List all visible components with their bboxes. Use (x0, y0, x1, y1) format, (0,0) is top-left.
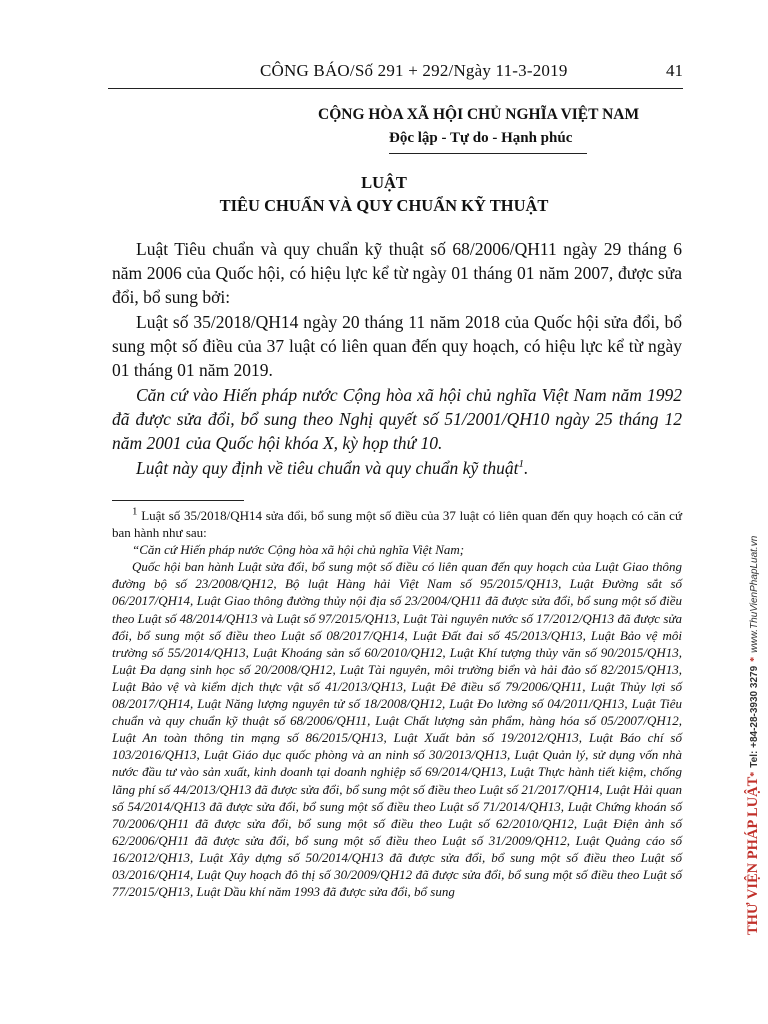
law-label: LUẬT (361, 173, 407, 192)
watermark-brand: THƯ VIỆN PHÁP LUẬT (745, 776, 761, 935)
footnote (112, 507, 682, 900)
intro-paragraph (112, 237, 682, 309)
footnote-divider (112, 500, 244, 501)
scope-paragraph-end: . (523, 458, 529, 478)
footnote-line-1 (112, 507, 682, 541)
footnote-line-3: Quốc hội ban hành Luật sửa đổi, bổ sung một số điều có liên quan đến quy hoạch của Luật Giao thông đường bộ số 23/2008/QH12, Bộ luật Hàng hải Việt Nam số 95/2015/QH13, Luật Đường sắt số 06/2017/QH14, Luật Giao thông đường thủy nội địa số 23/2004/QH11 đã được sửa đổi, bổ sung một số điều theo Luật số 48/2014/QH13 và Luật số 97/2015/QH13, Luật Tài nguyên nước số 17/2012/QH13 đã được sửa đổi, bổ sung một số điều theo Luật số 08/2017/QH14, Luật Đất đai số 45/2013/QH13, Luật Bảo vệ môi trường số 55/2014/QH13, Luật Khoáng sản số 60/2010/QH12, Luật Khí tượng thủy văn số 90/2015/QH13, Luật Đa dạng sinh học số 20/2008/QH12, Luật Tài nguyên, môi trường biển và hải đảo số 82/2015/QH13, Luật Bảo vệ và kiểm dịch thực vật số 41/2013/QH13, Luật Đê điều số 79/2006/QH11, Luật Thủy lợi số 08/2017/QH14, Luật Năng lượng nguyên tử số 18/2008/QH12, Luật Đo lường số 04/2011/QH13, Luật Tiêu chuẩn và quy chuẩn kỹ thuật số 68/2006/QH11, Luật Chất lượng sản phẩm, hàng hóa số 05/2007/QH12, Luật An toàn thông tin mạng số 86/2015/QH13, Luật Xuất bản số 19/2012/QH13, Luật Báo chí số 103/2016/QH13, Luật Giáo dục quốc phòng và an ninh số 30/2013/QH13, Luật Quản lý, sử dụng vốn nhà nước đầu tư vào sản xuất, kinh doanh tại doanh nghiệp số 69/2014/QH13, Luật Thực hành tiết kiệm, chống lãng phí số 44/2013/QH13 đã được sửa đổi, bổ sung một số điều theo Luật số 21/2017/QH14, Luật Hải quan số 54/2014/QH13 đã được sửa đổi, bổ sung một số điều theo Luật số 71/2014/QH13, Luật Chứng khoán số 70/2006/QH11 đã được sửa đổi, bổ sung một số điều theo Luật số 62/2010/QH12, Luật Điện ảnh số 62/2006/QH11 đã được sửa đổi, bổ sung một số điều theo Luật số 31/2009/QH12, Luật Quảng cáo số 16/2012/QH13, Luật Xây dựng số 50/2014/QH13 đã được sửa đổi, bổ sung một số điều theo Luật số 03/2016/QH14, Luật Quy hoạch đô thị số 30/2009/QH12 đã được sửa đổi, bổ sung một số điều theo Luật số 77/2015/QH13, Luật Dầu khí năm 1993 đã được sửa đổi, bổ sung (112, 559, 682, 900)
page-number: 41 (666, 61, 683, 80)
motto-underline (389, 153, 587, 154)
footnote-line-1-text: Luật số 35/2018/QH14 sửa đổi, bổ sung một số điều của 37 luật có liên quan đến quy hoạch có căn cứ ban hành như sau: (112, 508, 682, 541)
nation-name: CỘNG HÒA XÃ HỘI CHỦ NGHĨA VIỆT NAM (318, 106, 640, 123)
law-title: TIÊU CHUẨN VÀ QUY CHUẨN KỸ THUẬT (219, 196, 549, 215)
gazette-header (108, 61, 683, 85)
footnote-reference[interactable]: 1 (518, 458, 524, 471)
scope-paragraph (112, 456, 682, 480)
watermark-separator: * (749, 771, 760, 777)
watermark-phone: Tel: +84-28-3930 3279 (749, 665, 760, 768)
footnote-marker: 1 (132, 505, 138, 518)
gazette-header-title: CÔNG BÁO/Số 291 + 292/Ngày 11-3-2019 (260, 61, 568, 80)
header-divider (108, 88, 683, 89)
amendment-paragraph (112, 310, 682, 382)
amendment-paragraph-text: Luật số 35/2018/QH14 ngày 20 tháng 11 năm 2018 của Quốc hội sửa đổi, bổ sung một số điều của 37 luật có liên quan đến quy hoạch, có hiệu lực kể từ ngày 01 tháng 01 năm 2019. (112, 312, 682, 380)
intro-paragraph-text: Luật Tiêu chuẩn và quy chuẩn kỹ thuật số 68/2006/QH11 ngày 29 tháng 6 năm 2006 của Quốc hội, có hiệu lực kể từ ngày 01 tháng 01 năm 2007, được sửa đổi, bổ sung bởi: (112, 239, 682, 307)
national-motto: Độc lập - Tự do - Hạnh phúc (389, 130, 573, 146)
legal-basis-paragraph-text: Căn cứ vào Hiến pháp nước Cộng hòa xã hội chủ nghĩa Việt Nam năm 1992 đã được sửa đổi, bổ sung theo Nghị quyết số 51/2001/QH10 ngày 25 tháng 12 năm 2001 của Quốc hội khóa X, kỳ họp thứ 10. (112, 385, 682, 453)
scope-paragraph-text: Luật này quy định về tiêu chuẩn và quy chuẩn kỹ thuật (136, 458, 519, 478)
footnote-line-2: “Căn cứ Hiến pháp nước Cộng hòa xã hội chủ nghĩa Việt Nam; (132, 542, 465, 558)
legal-basis-paragraph (112, 383, 682, 455)
watermark-separator-2: * (749, 656, 760, 662)
watermark-website[interactable]: www.ThuVienPhapLuat.vn (749, 535, 760, 653)
publisher-watermark (744, 245, 762, 935)
